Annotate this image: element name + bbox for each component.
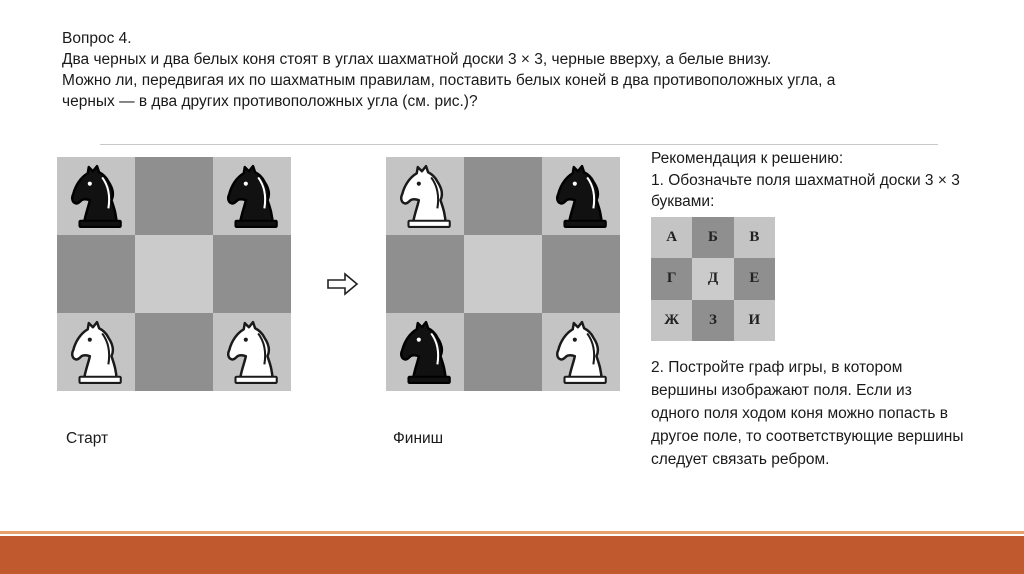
letter-cell: И (734, 300, 775, 341)
board-cell (386, 313, 464, 391)
recommendation-title: Рекомендация к решению: (651, 150, 844, 167)
step2-line: другое поле, то соответствующие вершины (651, 428, 964, 445)
right-arrow-icon (327, 272, 359, 296)
letter-cell: Е (734, 258, 775, 299)
black-knight-icon (548, 163, 614, 229)
question-line-1: Два черных и два белых коня стоят в углах шахматной доски 3 × 3, черные вверху, а белые внизу. (62, 51, 772, 68)
question-title: Вопрос 4. (62, 30, 132, 47)
board-cell (542, 157, 620, 235)
letter-cell: А (651, 217, 692, 258)
step2-line: следует связать ребром. (651, 451, 830, 468)
recommendation-step1-cont: буквами: (651, 193, 715, 210)
recommendation-step1: 1. Обозначьте поля шахматной доски 3 × 3 (651, 171, 960, 189)
start-board (57, 157, 291, 391)
letter-grid (651, 217, 775, 341)
board-cell (213, 313, 291, 391)
step2-line: одного поля ходом коня можно попасть в (651, 405, 948, 422)
question-line-3: черных — в два других противоположных угла (см. рис.)? (62, 93, 478, 110)
white-knight-icon (219, 319, 285, 385)
white-knight-icon (548, 319, 614, 385)
board-cell (57, 157, 135, 235)
board-cell (464, 235, 542, 313)
board-cell (464, 313, 542, 391)
board-cell (542, 235, 620, 313)
board-cell (135, 157, 213, 235)
board-cell (213, 235, 291, 313)
board-cell (57, 313, 135, 391)
black-knight-icon (392, 319, 458, 385)
letter-cell: З (692, 300, 733, 341)
black-knight-icon (219, 163, 285, 229)
recommendation-step2 (651, 356, 1023, 471)
question-line-2: Можно ли, передвигая их по шахматным правилам, поставить белых коней в два противоположных угла, а (62, 72, 836, 89)
recommendation-text (651, 148, 1023, 213)
board-cell (57, 235, 135, 313)
start-caption: Старт (66, 430, 109, 447)
step2-line: вершины изображают поля. Если из (651, 382, 912, 399)
letter-cell: Ж (651, 300, 692, 341)
black-knight-icon (63, 163, 129, 229)
white-knight-icon (392, 163, 458, 229)
white-knight-icon (63, 319, 129, 385)
footer-accent-line (0, 531, 1024, 534)
question-text (62, 28, 962, 112)
step2-line: 2. Постройте граф игры, в котором (651, 359, 903, 376)
board-cell (135, 313, 213, 391)
board-cell (135, 235, 213, 313)
letter-cell: В (734, 217, 775, 258)
finish-caption: Финиш (393, 430, 444, 447)
divider-line (100, 144, 938, 145)
finish-board (386, 157, 620, 391)
board-cell (464, 157, 542, 235)
letter-cell: Д (692, 258, 733, 299)
board-cell (386, 157, 464, 235)
letter-cell: Б (692, 217, 733, 258)
letter-cell: Г (651, 258, 692, 299)
board-cell (542, 313, 620, 391)
footer-bar (0, 536, 1024, 574)
board-cell (386, 235, 464, 313)
board-cell (213, 157, 291, 235)
